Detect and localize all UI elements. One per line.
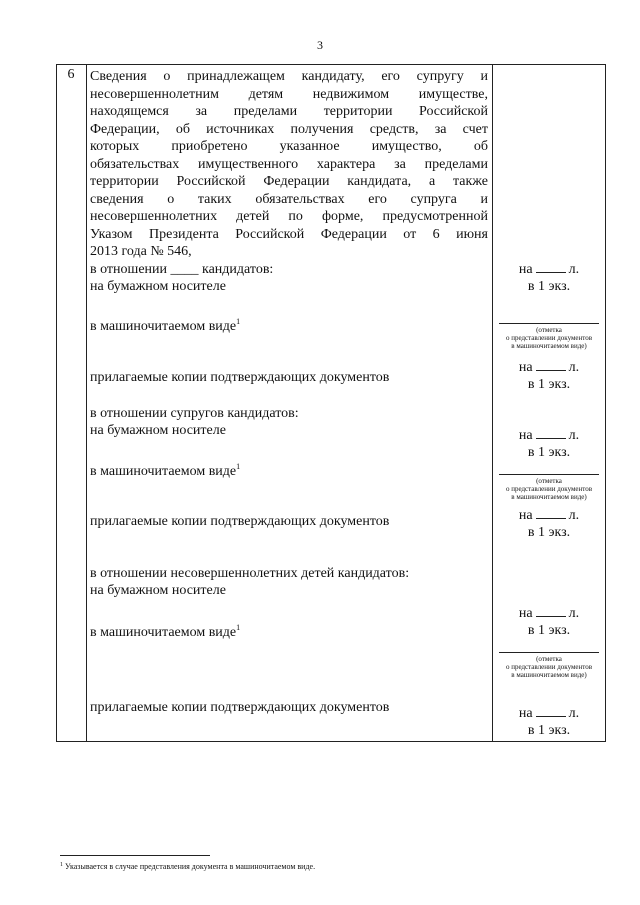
copies-label: прилагаемые копии подтверждающих документов [90, 370, 390, 385]
machine-readable-note: (отметка о представлении документов в машиночитаемом виде) [505, 326, 593, 350]
description-line: несовершеннолетним детям недвижимом имуществе, [90, 86, 488, 102]
sheets-count-field: на л. [518, 508, 580, 523]
signature-line [499, 652, 599, 653]
copies-label: прилагаемые копии подтверждающих документов [90, 514, 390, 529]
machine-readable-label: в машиночитаемом виде$^1$ [90, 317, 241, 334]
table-divider-marks [492, 65, 493, 741]
row-number: 6 [67, 67, 75, 82]
table-border-left [56, 65, 57, 741]
paper-label: на бумажном носителе [90, 583, 226, 598]
description-line: Федерации, об источниках получения средств, за счет [90, 121, 488, 137]
signature-line [499, 474, 599, 475]
paper-label: на бумажном носителе [90, 423, 226, 438]
section-heading-spouses: в отношении супругов кандидатов: [90, 406, 299, 421]
description-line: которых приобретено указанное имущество, об [90, 139, 488, 154]
description-line: 2013 года № 546, [90, 244, 192, 259]
sheets-count-field: на л. [518, 606, 580, 621]
machine-readable-note: (отметка о представлении документов в машиночитаемом виде) [505, 477, 593, 501]
description-line: территории Российской Федерации кандидата, а также [90, 174, 488, 189]
copies-label: прилагаемые копии подтверждающих документов [90, 700, 390, 715]
section-heading-candidates: в отношении ____ кандидатов: [90, 262, 274, 277]
page-number: 3 [317, 38, 323, 52]
copies-count: в 1 экз. [527, 623, 571, 638]
footnote: $^1$ Указывается в случае представления документа в машиночитаемом виде. [60, 862, 316, 871]
copies-count: в 1 экз. [527, 445, 571, 460]
description-line: обязательствах имущественного характера за пределами [90, 156, 488, 172]
machine-readable-note: (отметка о представлении документов в машиночитаемом виде) [505, 655, 593, 679]
paper-label: на бумажном носителе [90, 279, 226, 294]
sheets-count-field: на л. [518, 428, 580, 443]
sheets-count-field: на л. [518, 360, 580, 375]
sheets-count-field: на л. [518, 262, 580, 277]
table-border-right [605, 65, 606, 741]
signature-line [499, 323, 599, 324]
description-line: Указом Президента Российской Федерации от 6 июня [90, 226, 488, 242]
machine-readable-label: в машиночитаемом виде$^1$ [90, 462, 241, 479]
copies-count: в 1 экз. [527, 525, 571, 540]
document-table [56, 64, 606, 742]
row-description [90, 68, 488, 261]
sheets-count-field: на л. [518, 706, 580, 721]
description-line: Сведения о принадлежащем кандидату, его супругу и [90, 69, 488, 84]
machine-readable-label: в машиночитаемом виде$^1$ [90, 623, 241, 640]
description-line: сведения о таких обязательствах его супруга и [90, 191, 488, 207]
footnote-separator [60, 855, 210, 856]
table-divider-number [86, 65, 87, 741]
copies-count: в 1 экз. [527, 723, 571, 738]
description-line: находящемся за пределами территории Российской [90, 104, 488, 119]
copies-count: в 1 экз. [527, 377, 571, 392]
description-line: несовершеннолетних детей по форме, предусмотренной [90, 209, 488, 224]
copies-count: в 1 экз. [527, 279, 571, 294]
section-heading-children: в отношении несовершеннолетних детей кандидатов: [90, 566, 410, 581]
